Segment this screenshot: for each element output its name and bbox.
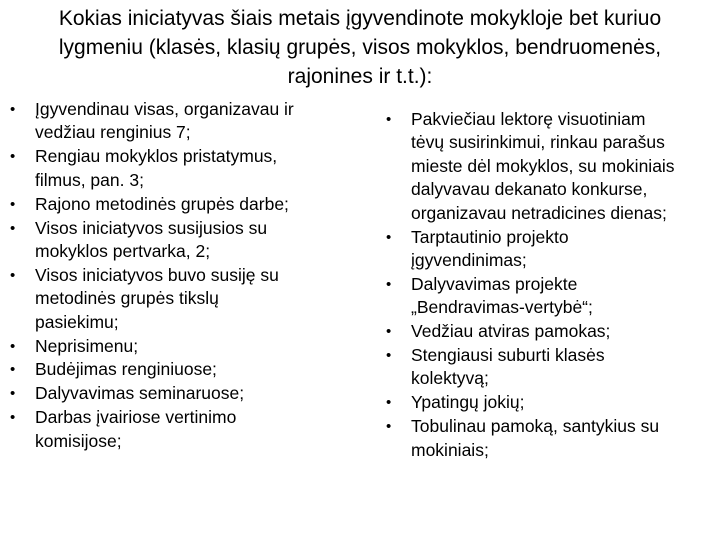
title-line-1: Kokias iniciatyvas šiais metais įgyvendinote mokykloje bet kuriuo: [58, 7, 662, 30]
bullet-icon: •: [386, 275, 392, 293]
list-item-text: Budėjimas renginiuose;: [35, 359, 217, 380]
list-item-text: „Bendravimas-vertybė“;: [411, 297, 593, 318]
list-item: [380, 344, 712, 391]
list-item-text: mokiniais;: [411, 439, 489, 460]
bullet-icon: •: [10, 337, 16, 355]
list-item: [10, 145, 346, 192]
list-item: [10, 335, 346, 358]
list-item-text: vedžiau renginius 7;: [35, 122, 191, 143]
list-item-text: įgyvendinimas;: [411, 249, 527, 270]
bullet-icon: •: [10, 219, 16, 237]
list-item: [380, 273, 712, 320]
list-item-text: Neprisimenu;: [35, 335, 139, 356]
bullet-icon: •: [386, 394, 392, 412]
list-item-text: Rengiau mokyklos pristatymus,: [35, 146, 278, 167]
bullet-icon: •: [10, 409, 16, 427]
list-item-text: Vedžiau atviras pamokas;: [411, 321, 611, 342]
list-item: [380, 226, 712, 273]
bullet-icon: •: [386, 323, 392, 341]
list-item: [380, 108, 712, 225]
list-item: [10, 358, 346, 381]
list-item: [10, 193, 346, 216]
right-bullet-list: [380, 108, 712, 463]
list-item-text: Tarptautinio projekto: [411, 226, 569, 247]
list-item-text: mieste dėl mokyklos, su mokiniais: [411, 155, 675, 176]
list-item: [380, 391, 712, 414]
list-item-text: organizavau netradicines dienas;: [411, 202, 667, 223]
list-item-text: kolektyvą;: [411, 368, 489, 389]
list-item: [380, 320, 712, 343]
list-item-text: filmus, pan. 3;: [35, 169, 144, 190]
bullet-icon: •: [386, 111, 392, 128]
list-item: [10, 98, 346, 145]
bullet-icon: •: [10, 101, 16, 118]
list-item-text: komisijose;: [35, 430, 122, 451]
bullet-icon: •: [386, 228, 392, 246]
list-item-text: Stengiausi suburti klasės: [411, 345, 605, 366]
list-item: [380, 415, 712, 462]
list-item-text: Ypatingų jokių;: [411, 392, 525, 413]
list-item: [10, 406, 346, 453]
list-item-text: Įgyvendinau visas, organizavau ir: [35, 99, 294, 119]
list-item: [10, 217, 346, 264]
slide-title: [14, 4, 706, 91]
list-item-text: Pakviečiau lektorę visuotiniam: [411, 109, 646, 129]
list-item-text: dalyvavau dekanato konkurse,: [411, 179, 648, 200]
list-item-text: mokyklos pertvarka, 2;: [35, 240, 211, 261]
list-item: [10, 382, 346, 405]
list-item-text: Rajono metodinės grupės darbe;: [35, 193, 289, 214]
title-line-2: lygmeniu (klasės, klasių grupės, visos mokyklos, bendruomenės,: [58, 36, 662, 59]
bullet-icon: •: [10, 266, 16, 284]
bullet-icon: •: [10, 195, 16, 213]
list-item-text: Dalyvavimas projekte: [411, 273, 578, 294]
bullet-icon: •: [10, 148, 16, 166]
list-item-text: pasiekimu;: [35, 311, 119, 332]
list-item-text: Dalyvavimas seminaruose;: [35, 383, 245, 404]
list-item-text: tėvų susirinkimui, rinkau parašus: [411, 132, 665, 153]
title-line-3: rajonines ir t.t.):: [287, 65, 433, 88]
bullet-icon: •: [386, 418, 392, 436]
list-item: [10, 264, 346, 334]
list-item-text: Tobulinau pamoką, santykius su: [411, 416, 660, 437]
list-item-text: Darbas įvairiose vertinimo: [35, 407, 237, 428]
list-item-text: metodinės grupės tikslų: [35, 288, 219, 309]
bullet-icon: •: [10, 385, 16, 403]
bullet-icon: •: [386, 347, 392, 365]
bullet-icon: •: [10, 361, 16, 379]
list-item-text: Visos iniciatyvos susijusios su: [35, 217, 268, 238]
left-bullet-list: [10, 98, 346, 454]
list-item-text: Visos iniciatyvos buvo susiję su: [35, 264, 279, 285]
